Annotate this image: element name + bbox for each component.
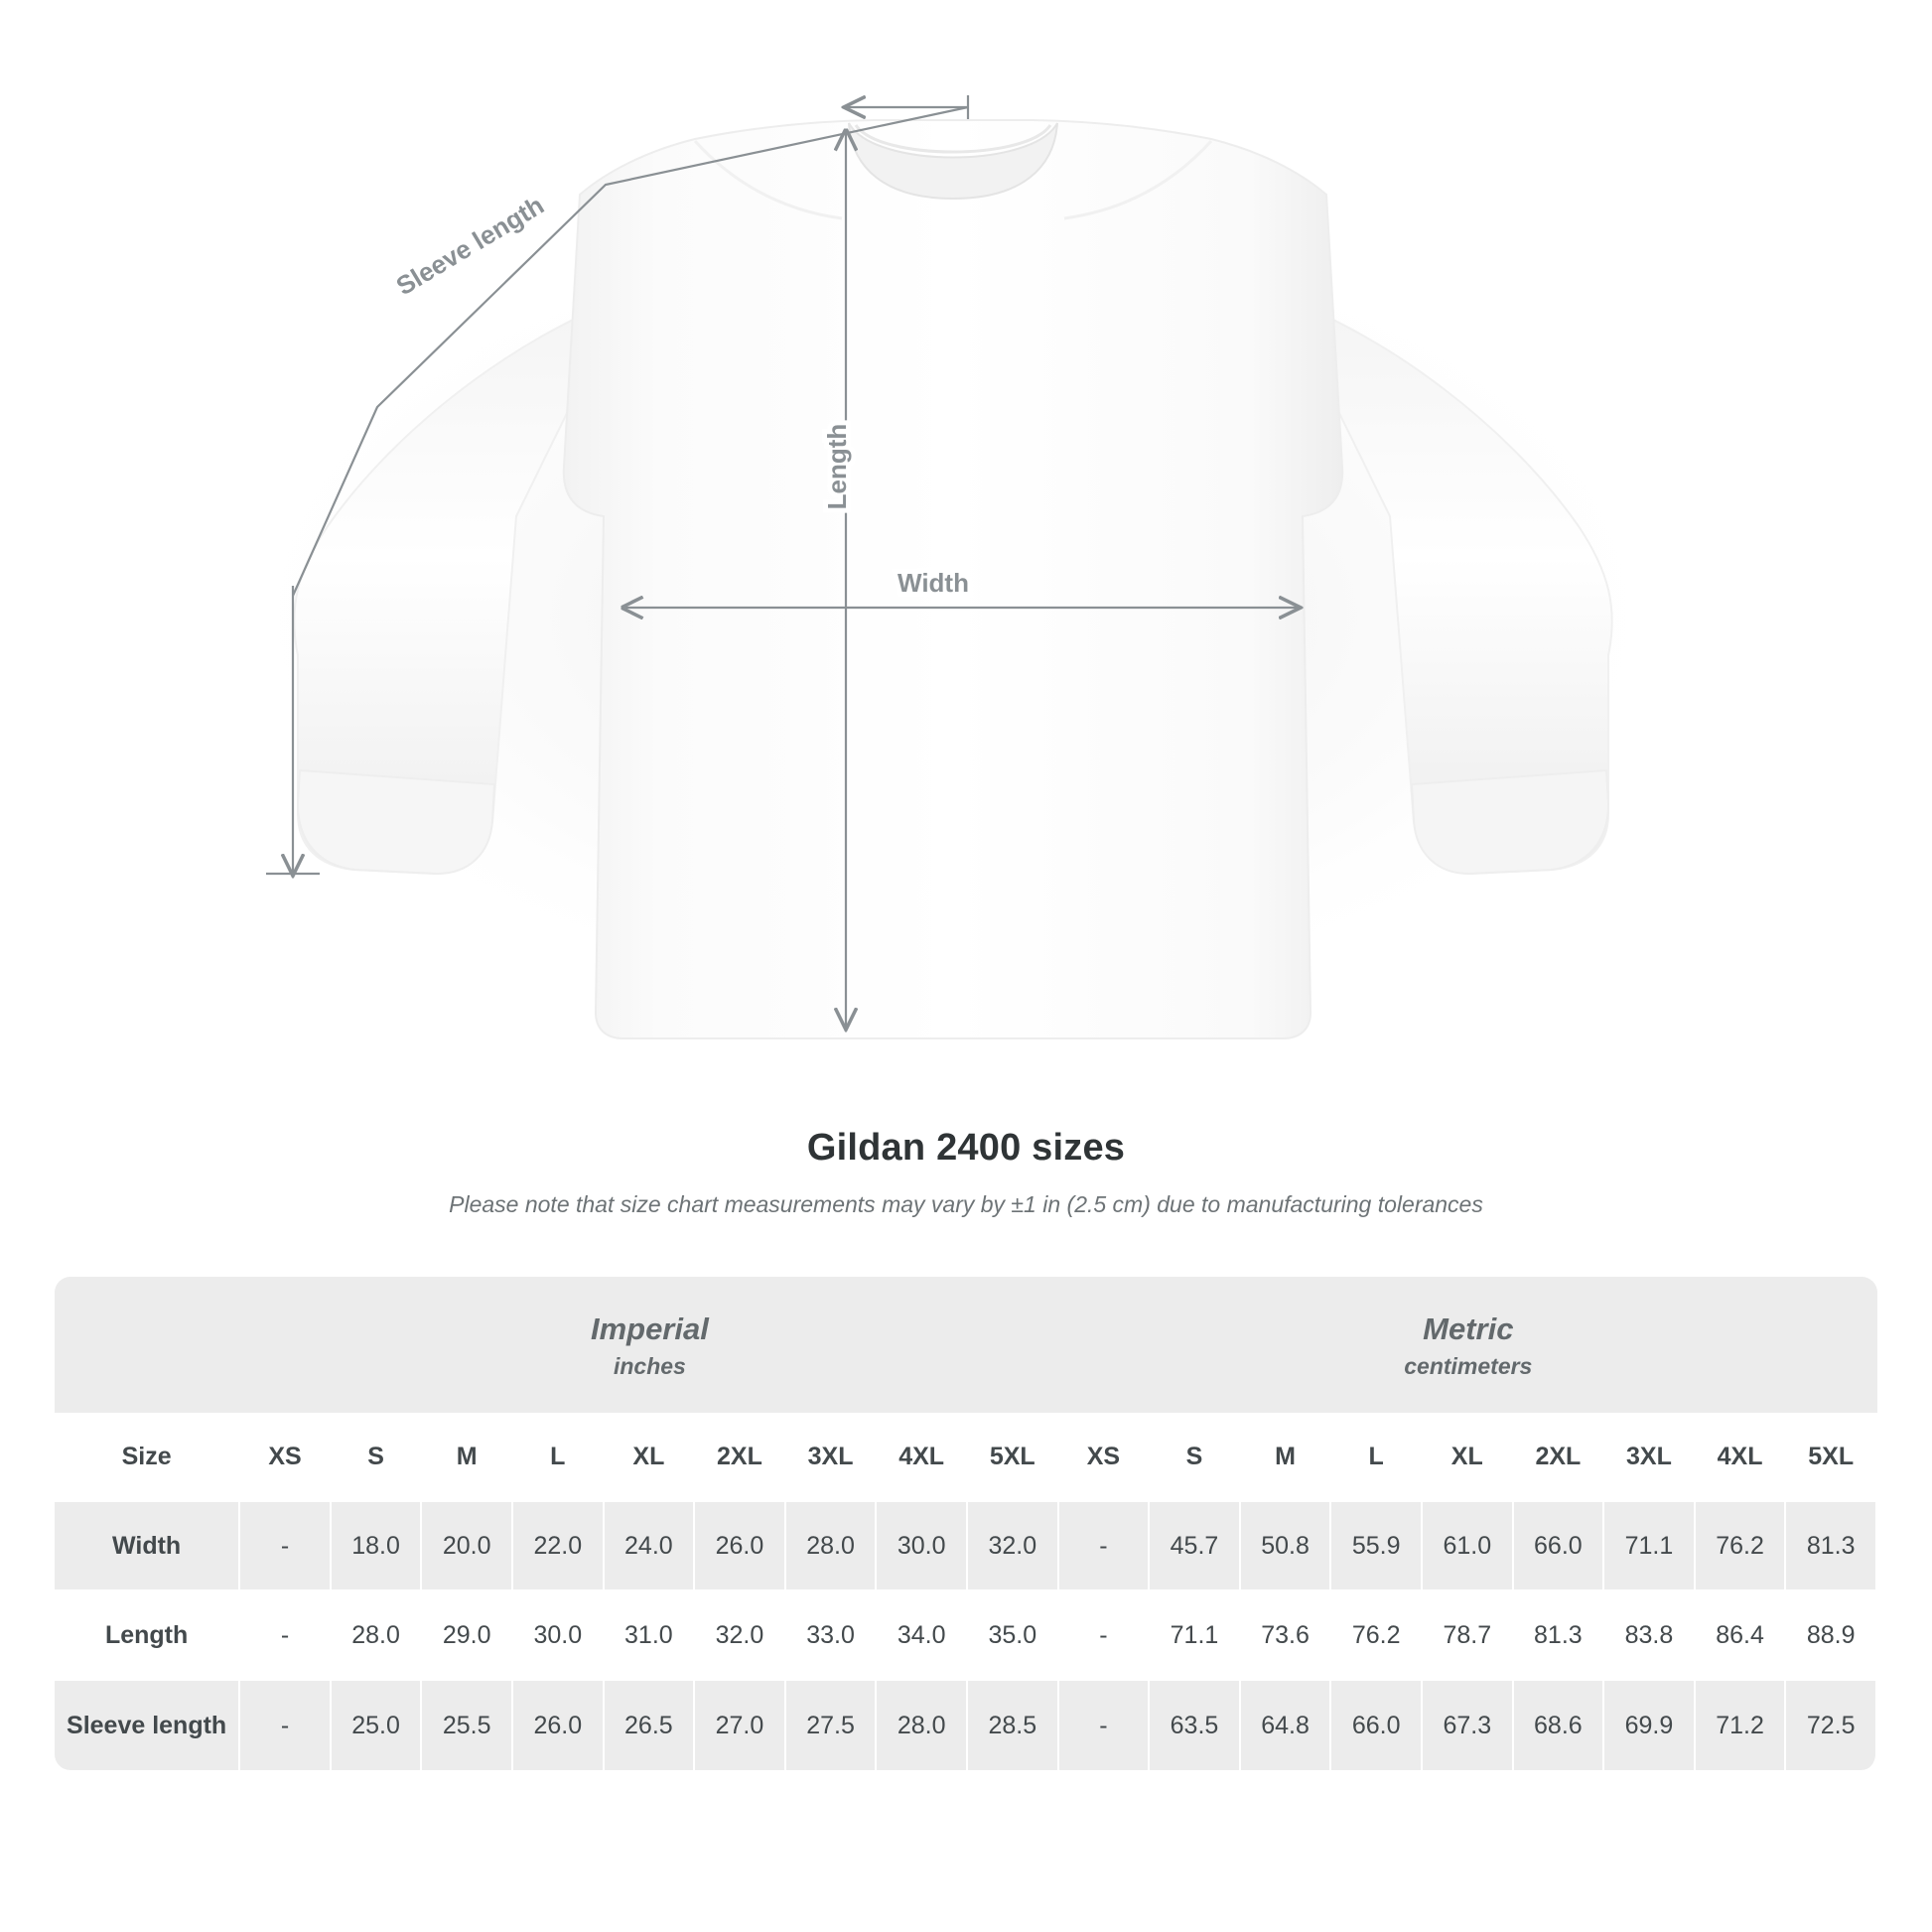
cell-sleeve-imperial-5xl: 28.5 xyxy=(968,1681,1059,1770)
cell-length-imperial-4xl: 34.0 xyxy=(877,1591,968,1681)
unit-group-imperial-sub: inches xyxy=(613,1352,686,1379)
cell-width-metric-s: 45.7 xyxy=(1150,1502,1241,1591)
cell-sleeve-metric-s: 63.5 xyxy=(1150,1681,1241,1770)
cell-length-metric-l: 76.2 xyxy=(1331,1591,1423,1681)
cell-sleeve-imperial-xl: 26.5 xyxy=(605,1681,696,1770)
cell-width-imperial-5xl: 32.0 xyxy=(968,1502,1059,1591)
tolerance-note: Please note that size chart measurements may vary by ±1 in (2.5 cm) due to manufacturing tolerances xyxy=(449,1191,1483,1217)
cell-length-imperial-xs: - xyxy=(240,1591,332,1681)
col-header-metric-3xl: 3XL xyxy=(1604,1413,1696,1502)
cell-sleeve-metric-4xl: 71.2 xyxy=(1696,1681,1787,1770)
col-header-imperial-s: S xyxy=(332,1413,423,1502)
cell-width-imperial-xl: 24.0 xyxy=(605,1502,696,1591)
length-label: Length xyxy=(822,423,852,510)
col-header-imperial-3xl: 3XL xyxy=(786,1413,878,1502)
table-row xyxy=(55,1591,1877,1681)
cell-width-imperial-3xl: 28.0 xyxy=(786,1502,878,1591)
col-header-metric-2xl: 2XL xyxy=(1514,1413,1605,1502)
table-row xyxy=(55,1502,1877,1591)
cell-sleeve-metric-l: 66.0 xyxy=(1331,1681,1423,1770)
col-header-imperial-4xl: 4XL xyxy=(877,1413,968,1502)
cell-width-metric-4xl: 76.2 xyxy=(1696,1502,1787,1591)
cell-sleeve-imperial-3xl: 27.5 xyxy=(786,1681,878,1770)
width-label: Width xyxy=(897,568,969,598)
cell-sleeve-metric-xs: - xyxy=(1059,1681,1151,1770)
cell-width-metric-xl: 61.0 xyxy=(1423,1502,1514,1591)
cell-length-metric-5xl: 88.9 xyxy=(1786,1591,1877,1681)
page-title: Gildan 2400 sizes xyxy=(806,1127,1126,1169)
col-header-imperial-xl: XL xyxy=(605,1413,696,1502)
cell-length-metric-2xl: 81.3 xyxy=(1514,1591,1605,1681)
col-header-metric-m: M xyxy=(1241,1413,1332,1502)
cell-sleeve-metric-2xl: 68.6 xyxy=(1514,1681,1605,1770)
unit-group-row xyxy=(55,1277,1877,1413)
size-header-row xyxy=(55,1413,1877,1502)
col-header-metric-xl: XL xyxy=(1423,1413,1514,1502)
cell-sleeve-imperial-l: 26.0 xyxy=(513,1681,605,1770)
cell-length-metric-4xl: 86.4 xyxy=(1696,1591,1787,1681)
cell-sleeve-metric-m: 64.8 xyxy=(1241,1681,1332,1770)
table-row xyxy=(55,1681,1877,1770)
unit-corner-cell xyxy=(55,1277,240,1413)
cell-width-metric-m: 50.8 xyxy=(1241,1502,1332,1591)
col-header-imperial-m: M xyxy=(422,1413,513,1502)
cell-length-metric-3xl: 83.8 xyxy=(1604,1591,1696,1681)
cell-sleeve-metric-5xl: 72.5 xyxy=(1786,1681,1877,1770)
size-chart-table-wrapper xyxy=(55,1277,1877,1770)
cell-width-imperial-xs: - xyxy=(240,1502,332,1591)
cell-width-metric-l: 55.9 xyxy=(1331,1502,1423,1591)
row-label-sleeve-length: Sleeve length xyxy=(55,1681,240,1770)
row-label-width: Width xyxy=(55,1502,240,1591)
cell-width-metric-2xl: 66.0 xyxy=(1514,1502,1605,1591)
col-header-metric-s: S xyxy=(1150,1413,1241,1502)
cell-width-metric-5xl: 81.3 xyxy=(1786,1502,1877,1591)
size-chart-table xyxy=(55,1277,1877,1770)
cell-length-metric-xs: - xyxy=(1059,1591,1151,1681)
size-header-label: Size xyxy=(55,1413,240,1502)
col-header-metric-xs: XS xyxy=(1059,1413,1151,1502)
cell-length-imperial-s: 28.0 xyxy=(332,1591,423,1681)
cell-length-metric-xl: 78.7 xyxy=(1423,1591,1514,1681)
cell-sleeve-imperial-xs: - xyxy=(240,1681,332,1770)
cell-sleeve-imperial-4xl: 28.0 xyxy=(877,1681,968,1770)
cell-width-imperial-l: 22.0 xyxy=(513,1502,605,1591)
col-header-metric-l: L xyxy=(1331,1413,1423,1502)
col-header-imperial-2xl: 2XL xyxy=(695,1413,786,1502)
cell-width-imperial-2xl: 26.0 xyxy=(695,1502,786,1591)
cell-length-imperial-l: 30.0 xyxy=(513,1591,605,1681)
unit-group-metric-name: Metric xyxy=(1423,1311,1514,1346)
row-label-length: Length xyxy=(55,1591,240,1681)
cell-width-imperial-m: 20.0 xyxy=(422,1502,513,1591)
cell-width-metric-xs: - xyxy=(1059,1502,1151,1591)
col-header-imperial-5xl: 5XL xyxy=(968,1413,1059,1502)
cell-length-imperial-3xl: 33.0 xyxy=(786,1591,878,1681)
cell-width-metric-3xl: 71.1 xyxy=(1604,1502,1696,1591)
col-header-imperial-l: L xyxy=(513,1413,605,1502)
cell-sleeve-imperial-s: 25.0 xyxy=(332,1681,423,1770)
cell-sleeve-imperial-2xl: 27.0 xyxy=(695,1681,786,1770)
unit-group-metric-sub: centimeters xyxy=(1404,1352,1533,1379)
cell-width-imperial-4xl: 30.0 xyxy=(877,1502,968,1591)
unit-group-metric xyxy=(1059,1277,1877,1413)
cell-sleeve-metric-xl: 67.3 xyxy=(1423,1681,1514,1770)
chart-title-block xyxy=(0,1127,1932,1218)
cell-length-metric-m: 73.6 xyxy=(1241,1591,1332,1681)
cell-length-imperial-m: 29.0 xyxy=(422,1591,513,1681)
cell-length-imperial-xl: 31.0 xyxy=(605,1591,696,1681)
cell-length-imperial-5xl: 35.0 xyxy=(968,1591,1059,1681)
sleeve-length-label: Sleeve length xyxy=(390,190,549,302)
col-header-metric-4xl: 4XL xyxy=(1696,1413,1787,1502)
cell-sleeve-imperial-m: 25.5 xyxy=(422,1681,513,1770)
col-header-imperial-xs: XS xyxy=(240,1413,332,1502)
unit-group-imperial-name: Imperial xyxy=(590,1311,709,1346)
unit-group-imperial xyxy=(240,1277,1058,1413)
cell-length-metric-s: 71.1 xyxy=(1150,1591,1241,1681)
cell-sleeve-metric-3xl: 69.9 xyxy=(1604,1681,1696,1770)
cell-width-imperial-s: 18.0 xyxy=(332,1502,423,1591)
cell-length-imperial-2xl: 32.0 xyxy=(695,1591,786,1681)
col-header-metric-5xl: 5XL xyxy=(1786,1413,1877,1502)
